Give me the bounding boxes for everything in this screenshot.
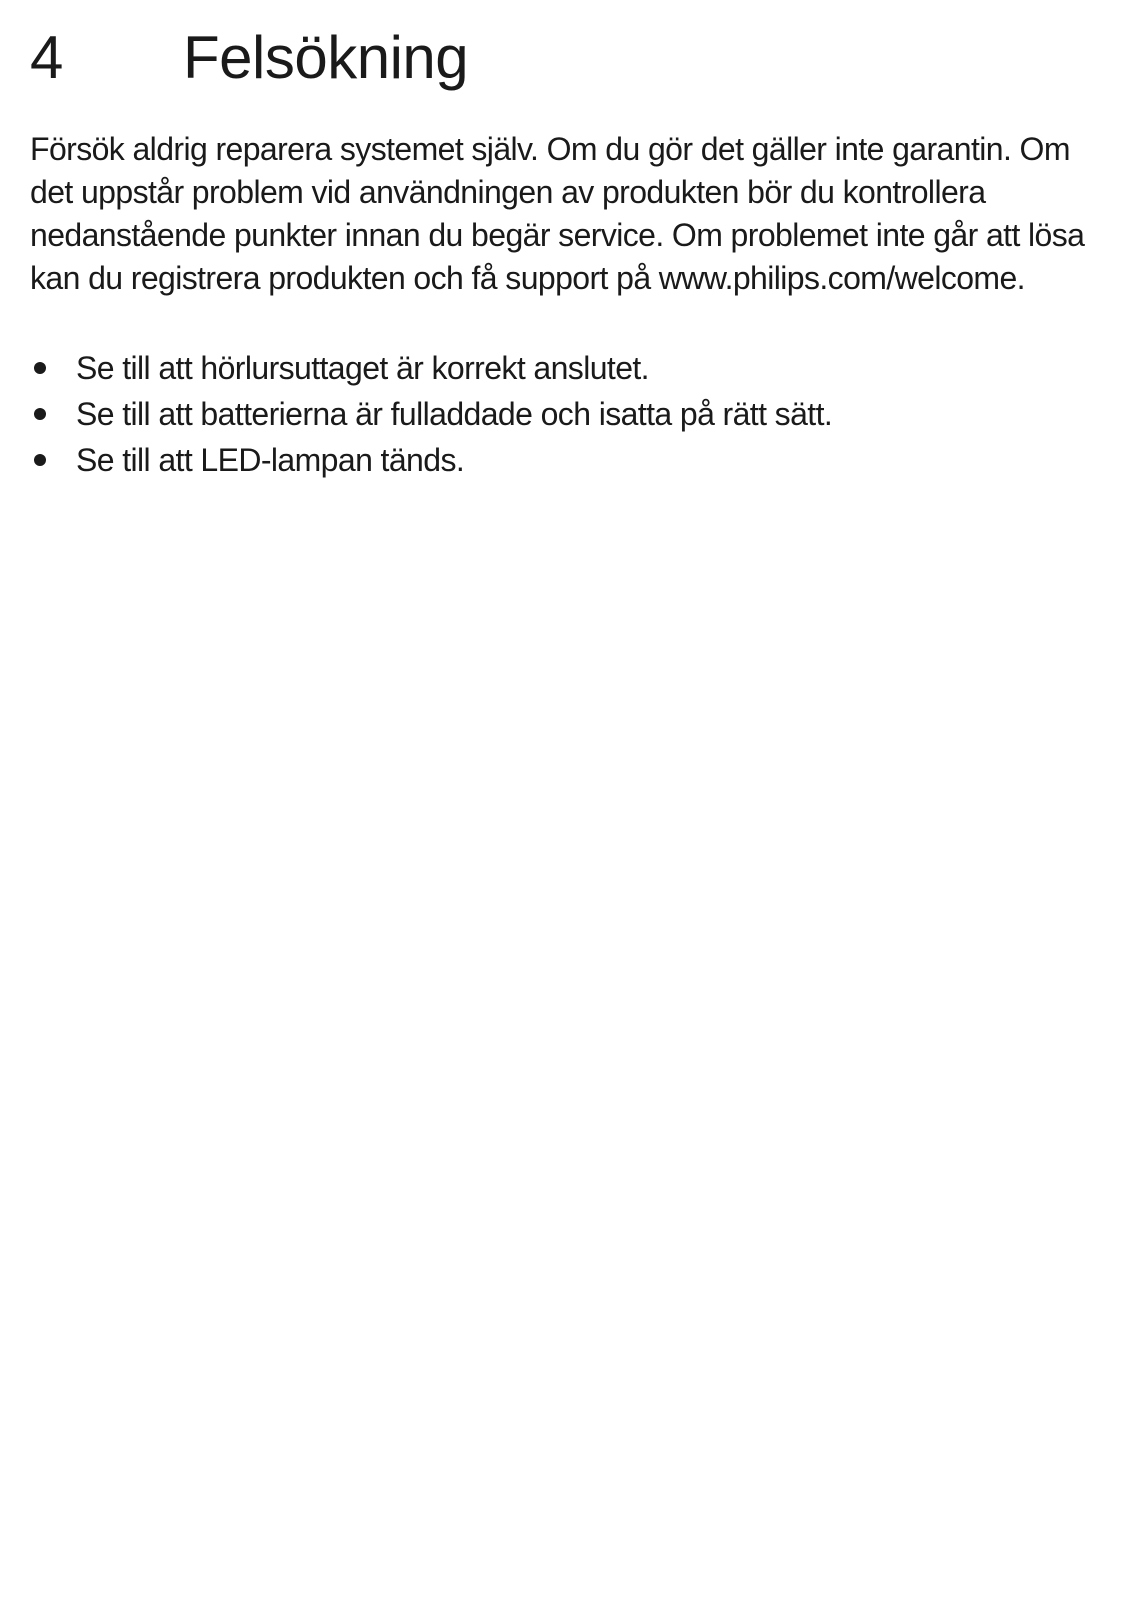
checklist-item (30, 345, 1100, 391)
checklist-item-text: Se till att LED-lampan tänds. (76, 442, 465, 478)
checklist-item-text: Se till att hörlursuttaget är korrekt anslutet. (76, 350, 649, 386)
section-title: Felsökning (183, 24, 469, 91)
bullet-icon (34, 454, 46, 466)
checklist-item (30, 391, 1100, 437)
checklist (30, 345, 1100, 483)
bullet-icon (34, 408, 46, 420)
bullet-icon (34, 362, 46, 374)
checklist-item-text: Se till att batterierna är fulladdade och isatta på rätt sätt. (76, 396, 833, 432)
checklist-item (30, 437, 1100, 483)
intro-paragraph: Försök aldrig reparera systemet själv. Om du gör det gäller inte garantin. Om det uppstår problem vid användningen av produkten bör du kontrollera nedanstående punkter innan du begär service. Om problemet inte går att lösa kan du registrera produkten och få support på www.philips.com/welcome. (30, 131, 1085, 296)
section-number: 4 (30, 24, 63, 91)
